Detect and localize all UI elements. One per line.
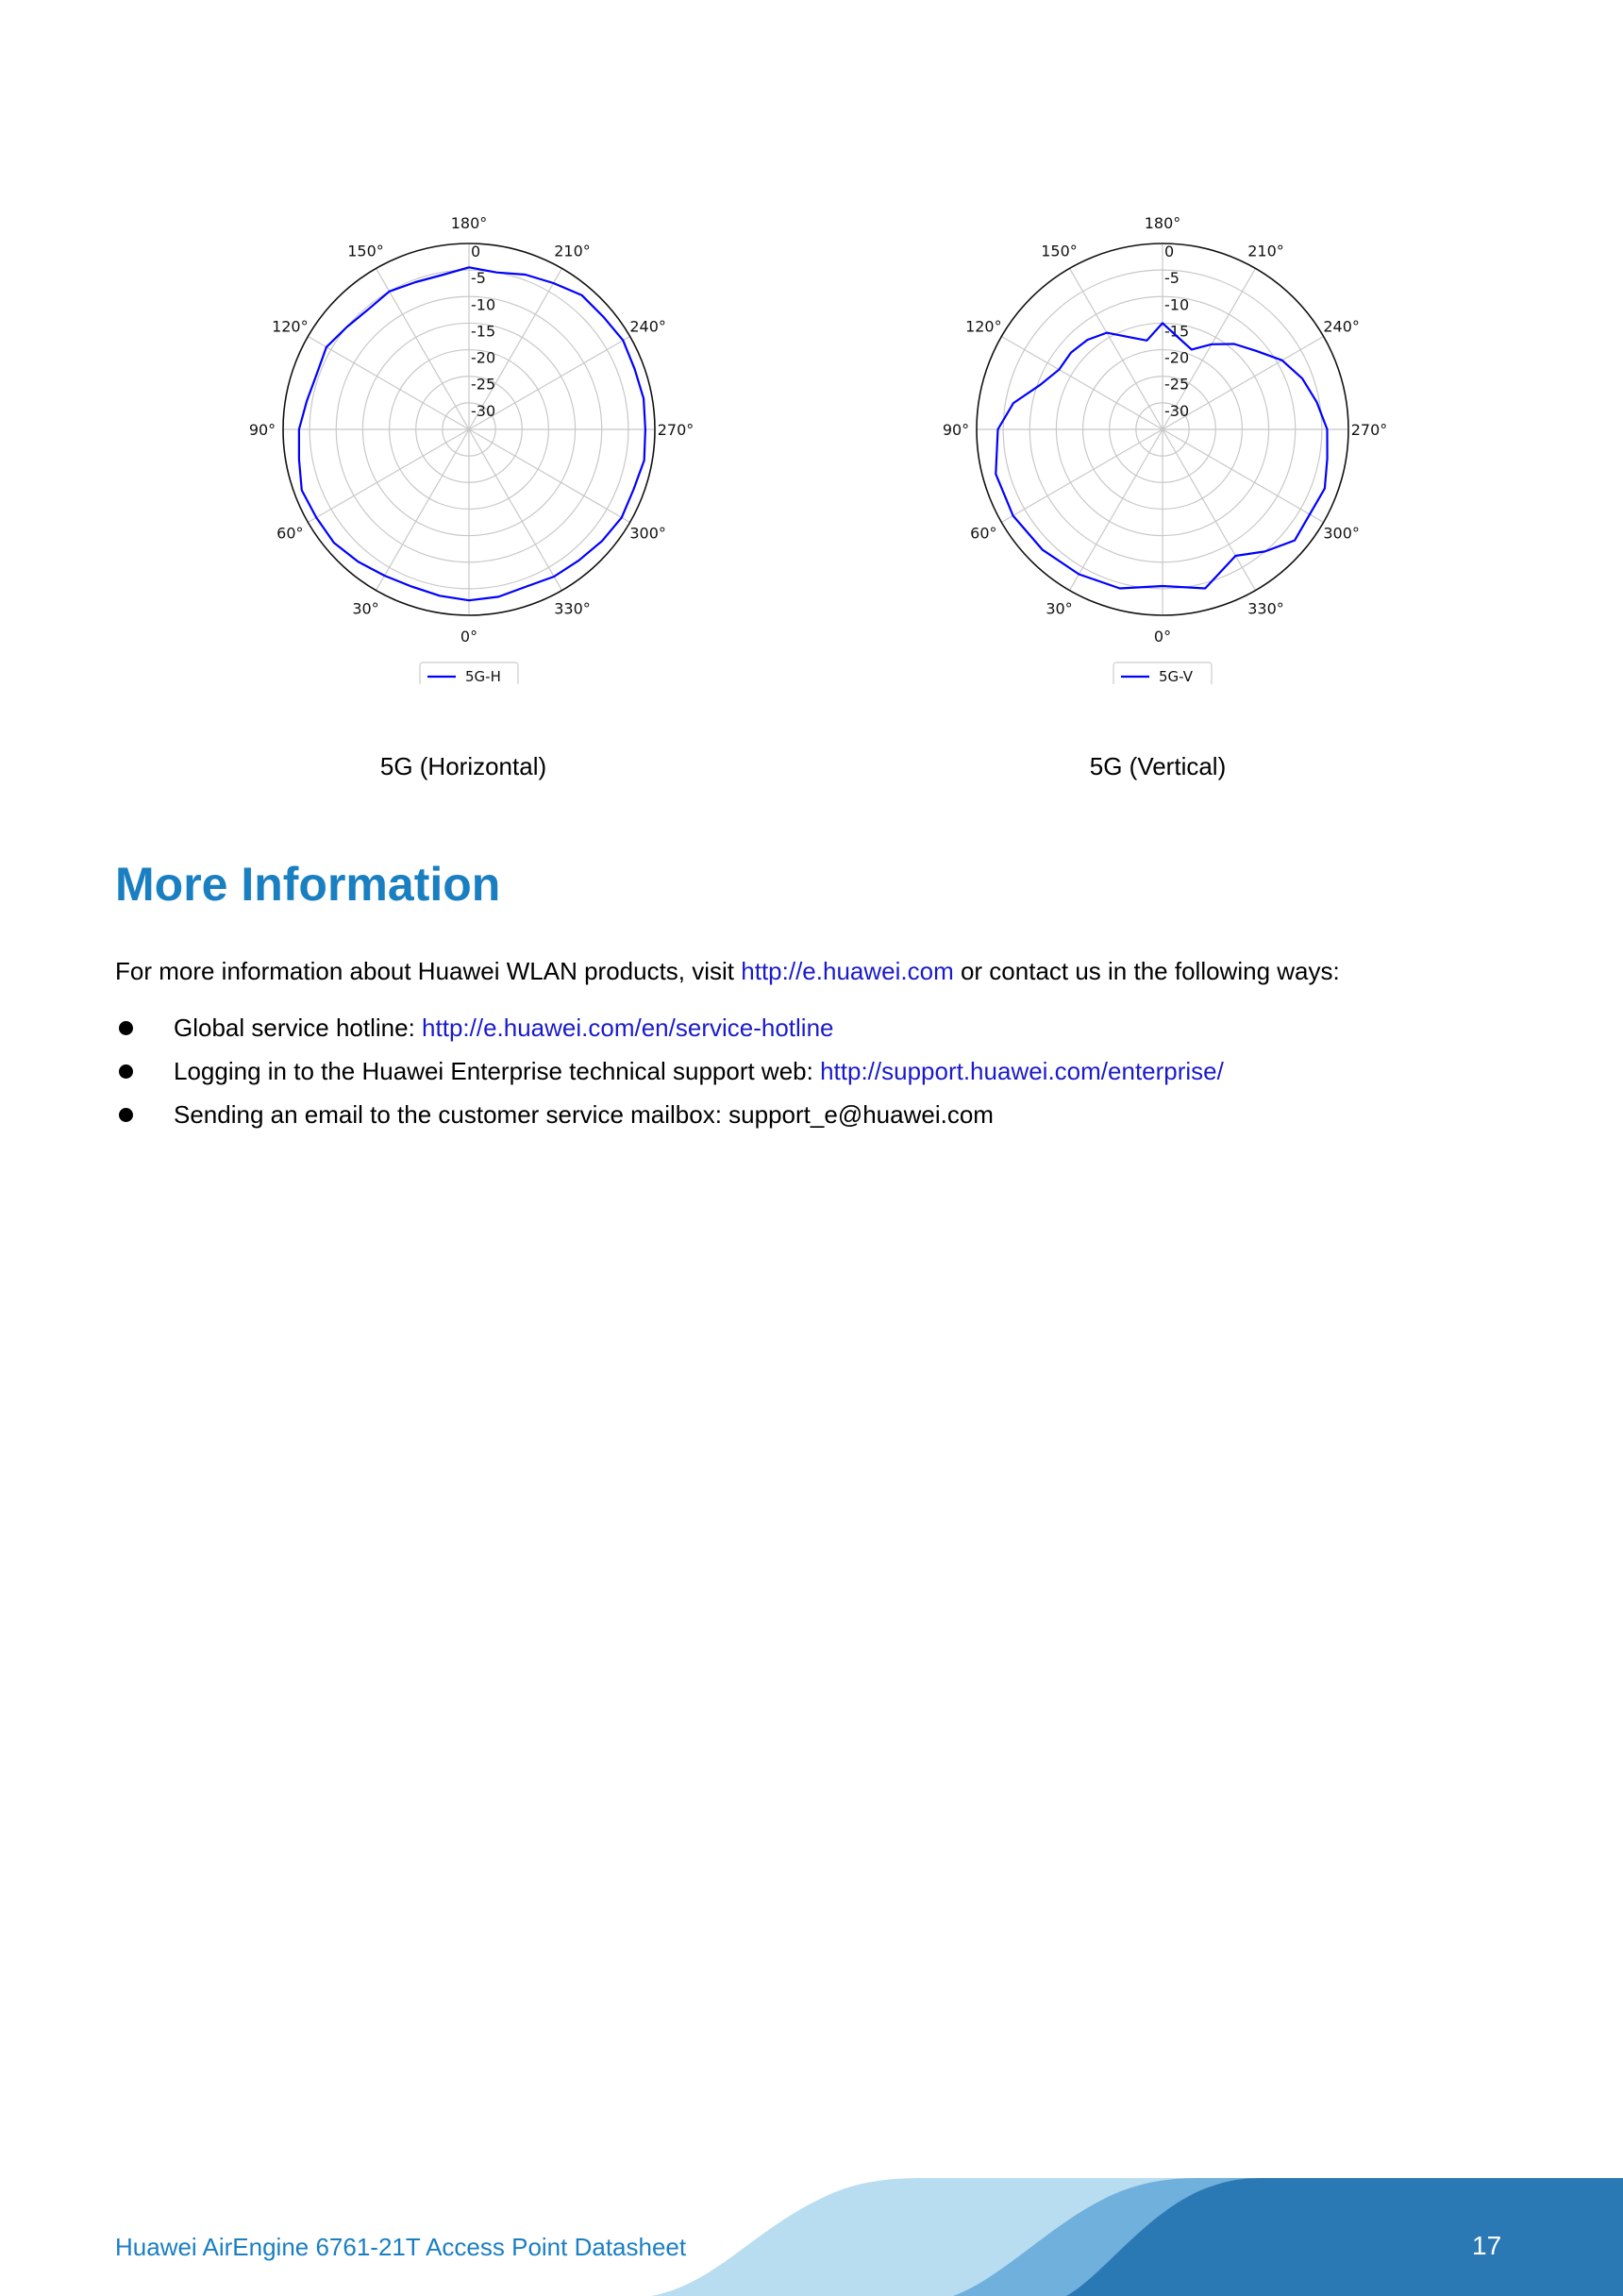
radial-tick-label: 0 (471, 243, 481, 260)
polar-chart-5g-horizontal (236, 203, 708, 684)
angular-gridline (1001, 429, 1163, 523)
angle-tick-label: 330° (1247, 599, 1284, 618)
radial-tick-label: -25 (471, 375, 496, 394)
angle-tick-label: 300° (629, 524, 666, 543)
angular-gridline (1070, 429, 1163, 591)
angle-tick-label: 210° (1247, 242, 1284, 260)
angle-tick-label: 270° (1350, 421, 1388, 439)
radial-tick-label: -5 (1164, 269, 1180, 288)
radial-tick-label: -20 (471, 348, 496, 367)
intro-text-before: For more information about Huawei WLAN products, visit (115, 957, 742, 985)
support-web-link[interactable]: http://support.huawei.com/enterprise/ (820, 1057, 1224, 1085)
angular-gridline (308, 337, 469, 430)
angle-tick-label: 270° (657, 421, 694, 439)
angle-tick-label: 300° (1323, 524, 1360, 543)
polar-chart-svg-vertical (929, 203, 1401, 684)
intro-paragraph (115, 957, 1340, 986)
section-title: More Information (115, 858, 501, 911)
angle-tick-label: 150° (347, 242, 384, 260)
polar-chart-5g-vertical (929, 203, 1401, 684)
list-item-email (115, 1098, 1224, 1142)
hotline-label: Global service hotline: (174, 1014, 423, 1042)
service-hotline-link[interactable]: http://e.huawei.com/en/service-hotline (422, 1014, 834, 1042)
chart-caption-vertical: 5G (Vertical) (1089, 752, 1227, 780)
radial-tick-label: -30 (471, 401, 496, 420)
list-item-support-web (115, 1055, 1224, 1098)
legend-label: 5G-V (1159, 668, 1193, 684)
angle-tick-label: 180° (1144, 214, 1181, 232)
angle-tick-label: 60° (276, 524, 304, 543)
angular-gridline (1070, 268, 1163, 429)
angle-tick-label: 90° (248, 421, 276, 439)
page-number: 17 (1472, 2231, 1502, 2260)
angle-tick-label: 210° (554, 242, 591, 260)
huawei-website-link[interactable]: http://e.huawei.com (741, 957, 954, 985)
angular-gridline (1163, 429, 1256, 591)
bullet-icon (119, 1021, 133, 1035)
chart-caption-horizontal: 5G (Horizontal) (379, 752, 547, 780)
page-footer (0, 2170, 1623, 2296)
angle-tick-label: 330° (554, 599, 591, 618)
angular-gridline (376, 429, 470, 591)
radial-tick-label: -15 (471, 322, 496, 341)
angular-gridline (308, 429, 469, 523)
angular-gridline (1163, 429, 1324, 523)
bullet-icon (119, 1064, 133, 1079)
angle-tick-label: 150° (1041, 242, 1078, 260)
footer-document-title: Huawei AirEngine 6761-21T Access Point Datasheet (115, 2233, 687, 2261)
angle-tick-label: 240° (1323, 317, 1360, 336)
radial-tick-label: -20 (1164, 348, 1190, 367)
angular-gridline (1001, 337, 1163, 430)
radial-tick-label: -5 (471, 269, 486, 288)
radial-tick-label: -10 (471, 295, 496, 314)
angle-tick-label: 180° (450, 214, 488, 232)
angle-tick-label: 0° (1153, 628, 1172, 645)
angle-tick-label: 30° (1046, 599, 1073, 618)
bullet-icon (119, 1108, 133, 1122)
legend-label: 5G-H (465, 668, 501, 684)
support-web-label: Logging in to the Huawei Enterprise technical support web: (174, 1057, 821, 1085)
radial-tick-label: -15 (1164, 322, 1190, 341)
radial-tick-label: -30 (1164, 401, 1190, 420)
angle-tick-label: 0° (460, 628, 478, 645)
angle-tick-label: 60° (970, 524, 997, 543)
angle-tick-label: 120° (965, 317, 1002, 336)
radial-tick-label: -25 (1164, 375, 1190, 394)
radial-tick-label: -10 (1164, 295, 1190, 314)
radial-tick-label: 0 (1164, 243, 1175, 260)
intro-text-after: or contact us in the following ways: (953, 957, 1340, 985)
contact-list (115, 1012, 1224, 1142)
angular-gridline (469, 429, 630, 523)
list-item-hotline (115, 1012, 1224, 1055)
angle-tick-label: 240° (629, 317, 666, 336)
polar-chart-svg-horizontal (236, 203, 708, 684)
angle-tick-label: 120° (272, 317, 309, 336)
email-text: Sending an email to the customer service mailbox: support_e@huawei.com (174, 1100, 994, 1129)
angle-tick-label: 90° (942, 421, 970, 439)
angle-tick-label: 30° (352, 599, 379, 618)
angular-gridline (376, 268, 470, 429)
angular-gridline (469, 429, 562, 591)
